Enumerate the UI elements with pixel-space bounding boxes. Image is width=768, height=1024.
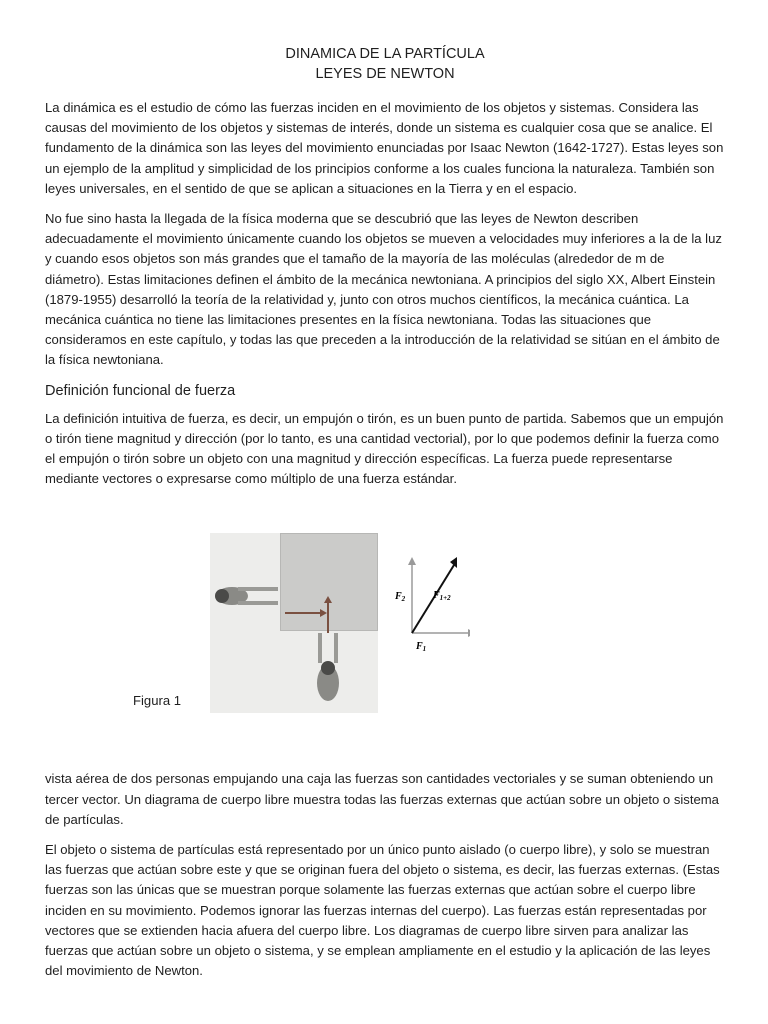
title-line-2: LEYES DE NEWTON (315, 66, 455, 82)
intro-paragraph-1: La dinámica es el estudio de cómo las fuerzas inciden en el movimiento de los objetos y sistemas. Considera las causas del movimiento de los objetos y sistemas de interés, donde un sistema es cualquier cosa que se analice. El fundamento de la dinámica son las leyes del movimiento enunciadas por Isaac Newton (1642-1727). Estas leyes son un ejemplo de la amplitud y simplicidad de los principios conforme a los cuales funciona la naturaleza. También son leyes universales, en el sentido de que se aplican a situaciones en la Tierra y en el espacio. (45, 100, 724, 196)
f1-subscript: 1 (422, 645, 427, 654)
section-paragraph-1: La definición intuitiva de fuerza, es decir, un empujón o tirón, es un buen punto de partida. Sabemos que un empujón o tirón tiene magnitud y dirección (por lo tanto, es una cantidad vectorial), por lo que podemos definir la fuerza como el empujón o tirón sobre un objeto con una magnitud y dirección específicas. La fuerza puede representarse mediante vectores o expresarse como múltiplo de una fuerza estándar. (45, 410, 724, 487)
after-paragraph-2: El objeto o sistema de partículas está representado por un único punto aislado (o cuerpo libre), y solo se muestran las fuerzas que actúan sobre este y que se originan fuera del objeto o sistema, es decir, las fuerzas externas. (Estas fuerzas son las únicas que se muestran porque solamente las fuerzas externas que actúan sobre el cuerpo libre inciden en su movimiento. Podemos ignorar las fuerzas internas del cuerpo). Las fuerzas están representadas por vectores que se extienden hacia afuera del cuerpo libre. Los diagramas de cuerpo libre sirven para analizar las fuerzas que actúan sobre un objeto o sistema, y se emplean ampliamente en el estudio y la aplicación de las leyes del movimiento de Newton. (45, 842, 720, 979)
f1-label: F (416, 641, 423, 653)
f12-label: F (433, 590, 440, 602)
figure-photo (210, 533, 378, 713)
people-pushing-illustration (210, 533, 378, 713)
after-paragraph-1: vista aérea de dos personas empujando una caja las fuerzas son cantidades vectoriales y se suman obteniendo un tercer vector. Un diagrama de cuerpo libre muestra todas las fuerzas externas que actúan sobre un objeto o sistema de partículas. (45, 771, 719, 827)
figure-1 (45, 499, 725, 769)
figure-caption: Figura 1 (133, 693, 182, 709)
f2-label: F (395, 591, 402, 603)
f12-subscript: 1+2 (439, 594, 451, 603)
f2-subscript: 2 (401, 595, 406, 604)
svg-text:F1 (415, 641, 426, 653)
document-page (45, 44, 725, 991)
svg-text:F1+2 (432, 590, 451, 602)
vector-sum-diagram (390, 543, 470, 653)
intro-paragraph-2: No fue sino hasta la llegada de la física moderna que se descubrió que las leyes de Newton describen adecuadamente el movimiento únicamente cuando los objetos se mueven a velocidades muy inferiores a la de la luz y cuando esos objetos son más grandes que el tamaño de la mayoría de las moléculas (alrededor de m de diámetro). Estas limitaciones definen el ámbito de la mecánica newtoniana. A principios del siglo XX, Albert Einstein (1879-1955) desarrolló la teoría de la relatividad y, junto con otros muchos científicos, la mecánica cuántica. La mecánica cuántica no tiene las limitaciones presentes en la física newtoniana. Todas las situaciones que consideramos en este capítulo, y todas las que preceden a la introducción de la relatividad se sitúan en el ámbito de la física newtoniana. (45, 211, 722, 368)
document-title (45, 44, 725, 84)
svg-text:F2 (394, 591, 406, 603)
title-line-1: DINAMICA DE LA PARTÍCULA (285, 46, 485, 62)
section-heading: Definición funcional de fuerza (45, 382, 236, 399)
